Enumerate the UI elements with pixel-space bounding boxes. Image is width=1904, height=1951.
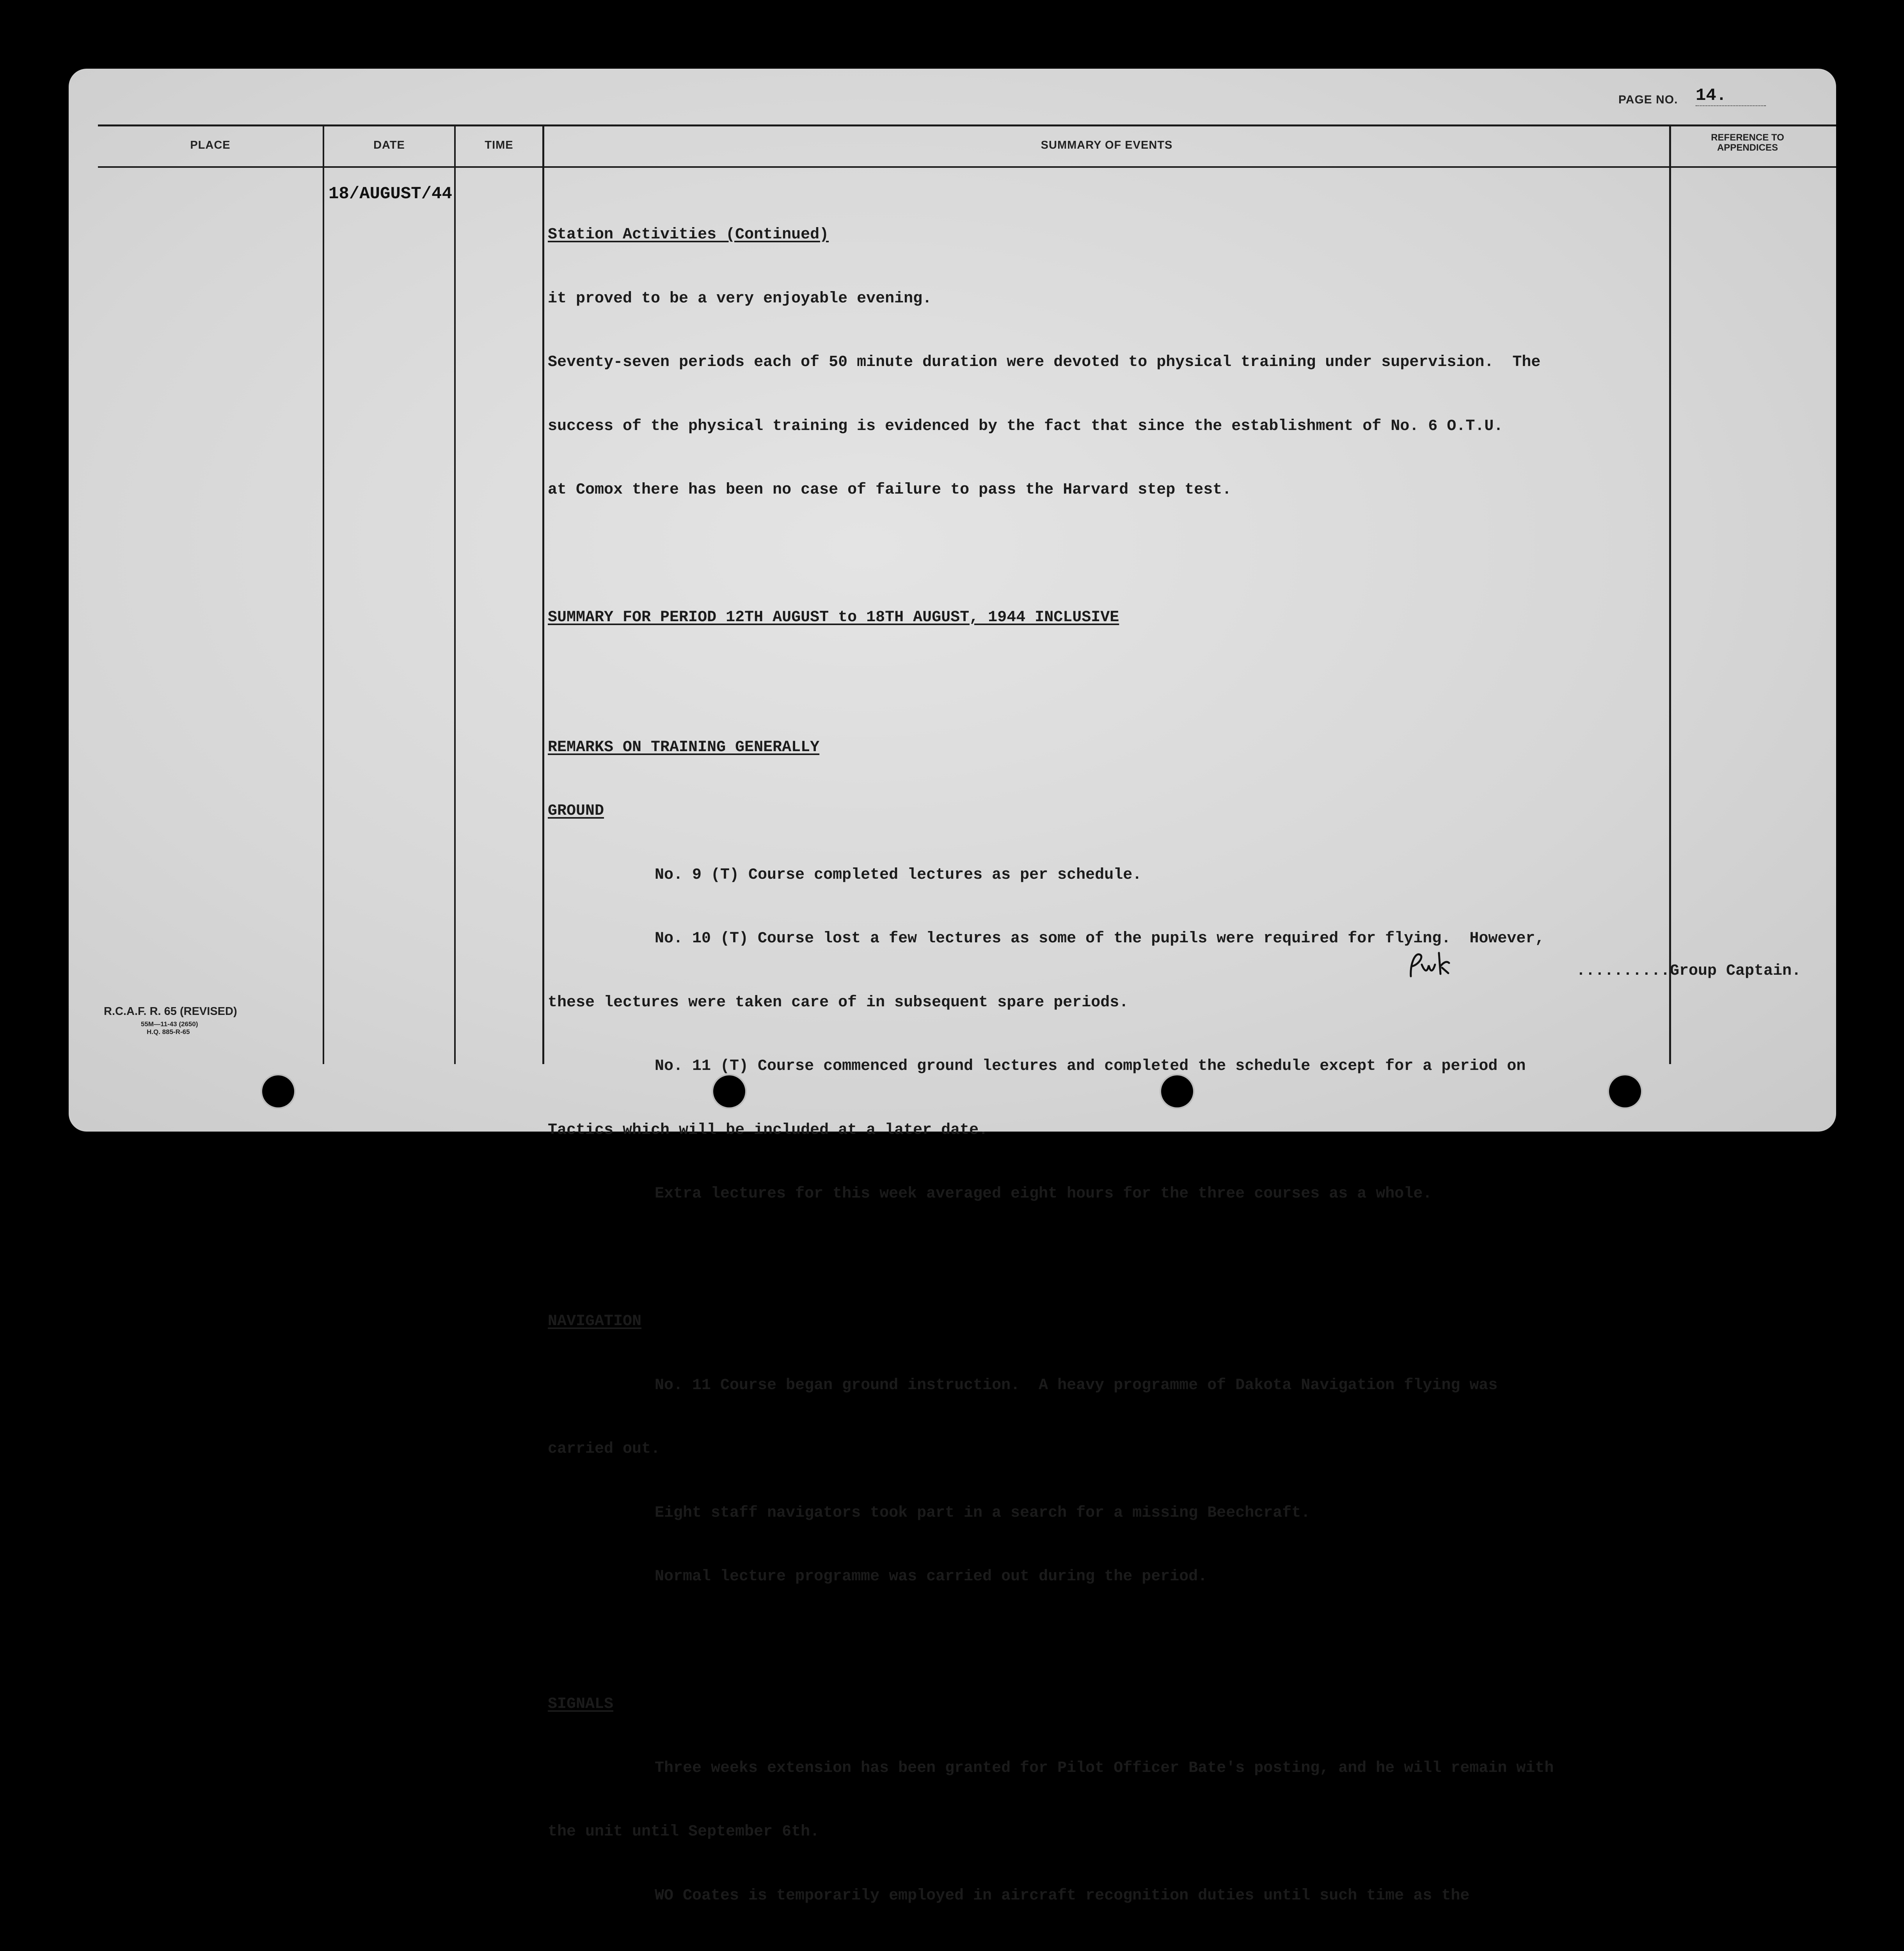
entry-date: 18/AUGUST/44 [329, 184, 452, 204]
header-summary: SUMMARY OF EVENTS [1041, 139, 1173, 151]
page-number-value: 14. [1696, 86, 1766, 106]
section-heading: GROUND [548, 802, 604, 820]
text-line: No. 10 (T) Course lost a few lectures as some of the pupils were required for flying. However, [655, 930, 1545, 947]
section-heading: SIGNALS [548, 1695, 614, 1713]
column-rule-date [454, 124, 456, 1064]
section-heading: SUMMARY FOR PERIOD 12TH AUGUST to 18TH AUGUST, 1944 INCLUSIVE [548, 609, 1119, 626]
header-place: PLACE [190, 139, 231, 151]
signature-line: ..........Group Captain. [1576, 962, 1801, 980]
text-line: success of the physical training is evidenced by the fact that since the establishment of No. 6 O.T.U. [548, 417, 1503, 435]
form-hq-ref: H.Q. 885-R-65 [147, 1028, 190, 1036]
diary-sheet [69, 69, 1836, 1905]
text-line: these lectures were taken care of in subsequent spare periods. [548, 993, 1129, 1011]
form-print-run: 55M—11-43 (2650) [141, 1020, 198, 1028]
text-line: WO Coates is temporarily employed in aircraft recognition duties until such time as the [655, 1887, 1470, 1905]
text-line: Extra lectures for this week averaged eight hours for the three courses as a whole. [655, 1185, 1432, 1203]
top-rule [98, 124, 1836, 126]
column-rule-time [542, 124, 544, 1064]
binder-hole [262, 1075, 294, 1107]
section-heading: REMARKS ON TRAINING GENERALLY [548, 738, 820, 756]
summary-of-events [548, 182, 1679, 1951]
text-line: Eight staff navigators took part in a search for a missing Beechcraft. [655, 1504, 1311, 1522]
text-line: No. 11 (T) Course commenced ground lectures and completed the schedule except for a period on [655, 1057, 1526, 1075]
binder-hole [713, 1075, 745, 1107]
header-reference-line2: APPENDICES [1717, 142, 1778, 153]
text-line: it proved to be a very enjoyable evening. [548, 290, 932, 307]
header-time: TIME [485, 139, 513, 151]
text-line: Tactics which will be included at a later date. [548, 1121, 988, 1139]
text-line: the unit until September 6th. [548, 1823, 820, 1841]
binder-hole [1161, 1075, 1193, 1107]
section-heading: NAVIGATION [548, 1313, 642, 1330]
form-number: R.C.A.F. R. 65 (REVISED) [104, 1005, 237, 1018]
section-heading: Station Activities (Continued) [548, 226, 829, 243]
text-line: carried out. [548, 1440, 661, 1458]
header-reference [1671, 133, 1824, 153]
header-date: DATE [373, 139, 405, 151]
page-number-label: PAGE NO. [1618, 93, 1678, 106]
form-identifier [104, 1005, 237, 1036]
text-line: at Comox there has been no case of failure to pass the Harvard step test. [548, 481, 1232, 499]
text-line: Seventy-seven periods each of 50 minute duration were devoted to physical training under supervision. The [548, 354, 1541, 371]
column-rule-place [323, 124, 324, 1064]
header-reference-line1: REFERENCE TO [1711, 132, 1784, 143]
text-line: Normal lecture programme was carried out during the period. [655, 1568, 1208, 1585]
text-line: Three weeks extension has been granted for Pilot Officer Bate's posting, and he will remain with [655, 1759, 1554, 1777]
header-rule [98, 166, 1836, 168]
text-line: No. 11 Course began ground instruction. A heavy programme of Dakota Navigation flying was [655, 1376, 1498, 1394]
binder-hole [1609, 1075, 1641, 1107]
text-line: No. 9 (T) Course completed lectures as per schedule. [655, 866, 1142, 884]
text-line [548, 1949, 1679, 1951]
